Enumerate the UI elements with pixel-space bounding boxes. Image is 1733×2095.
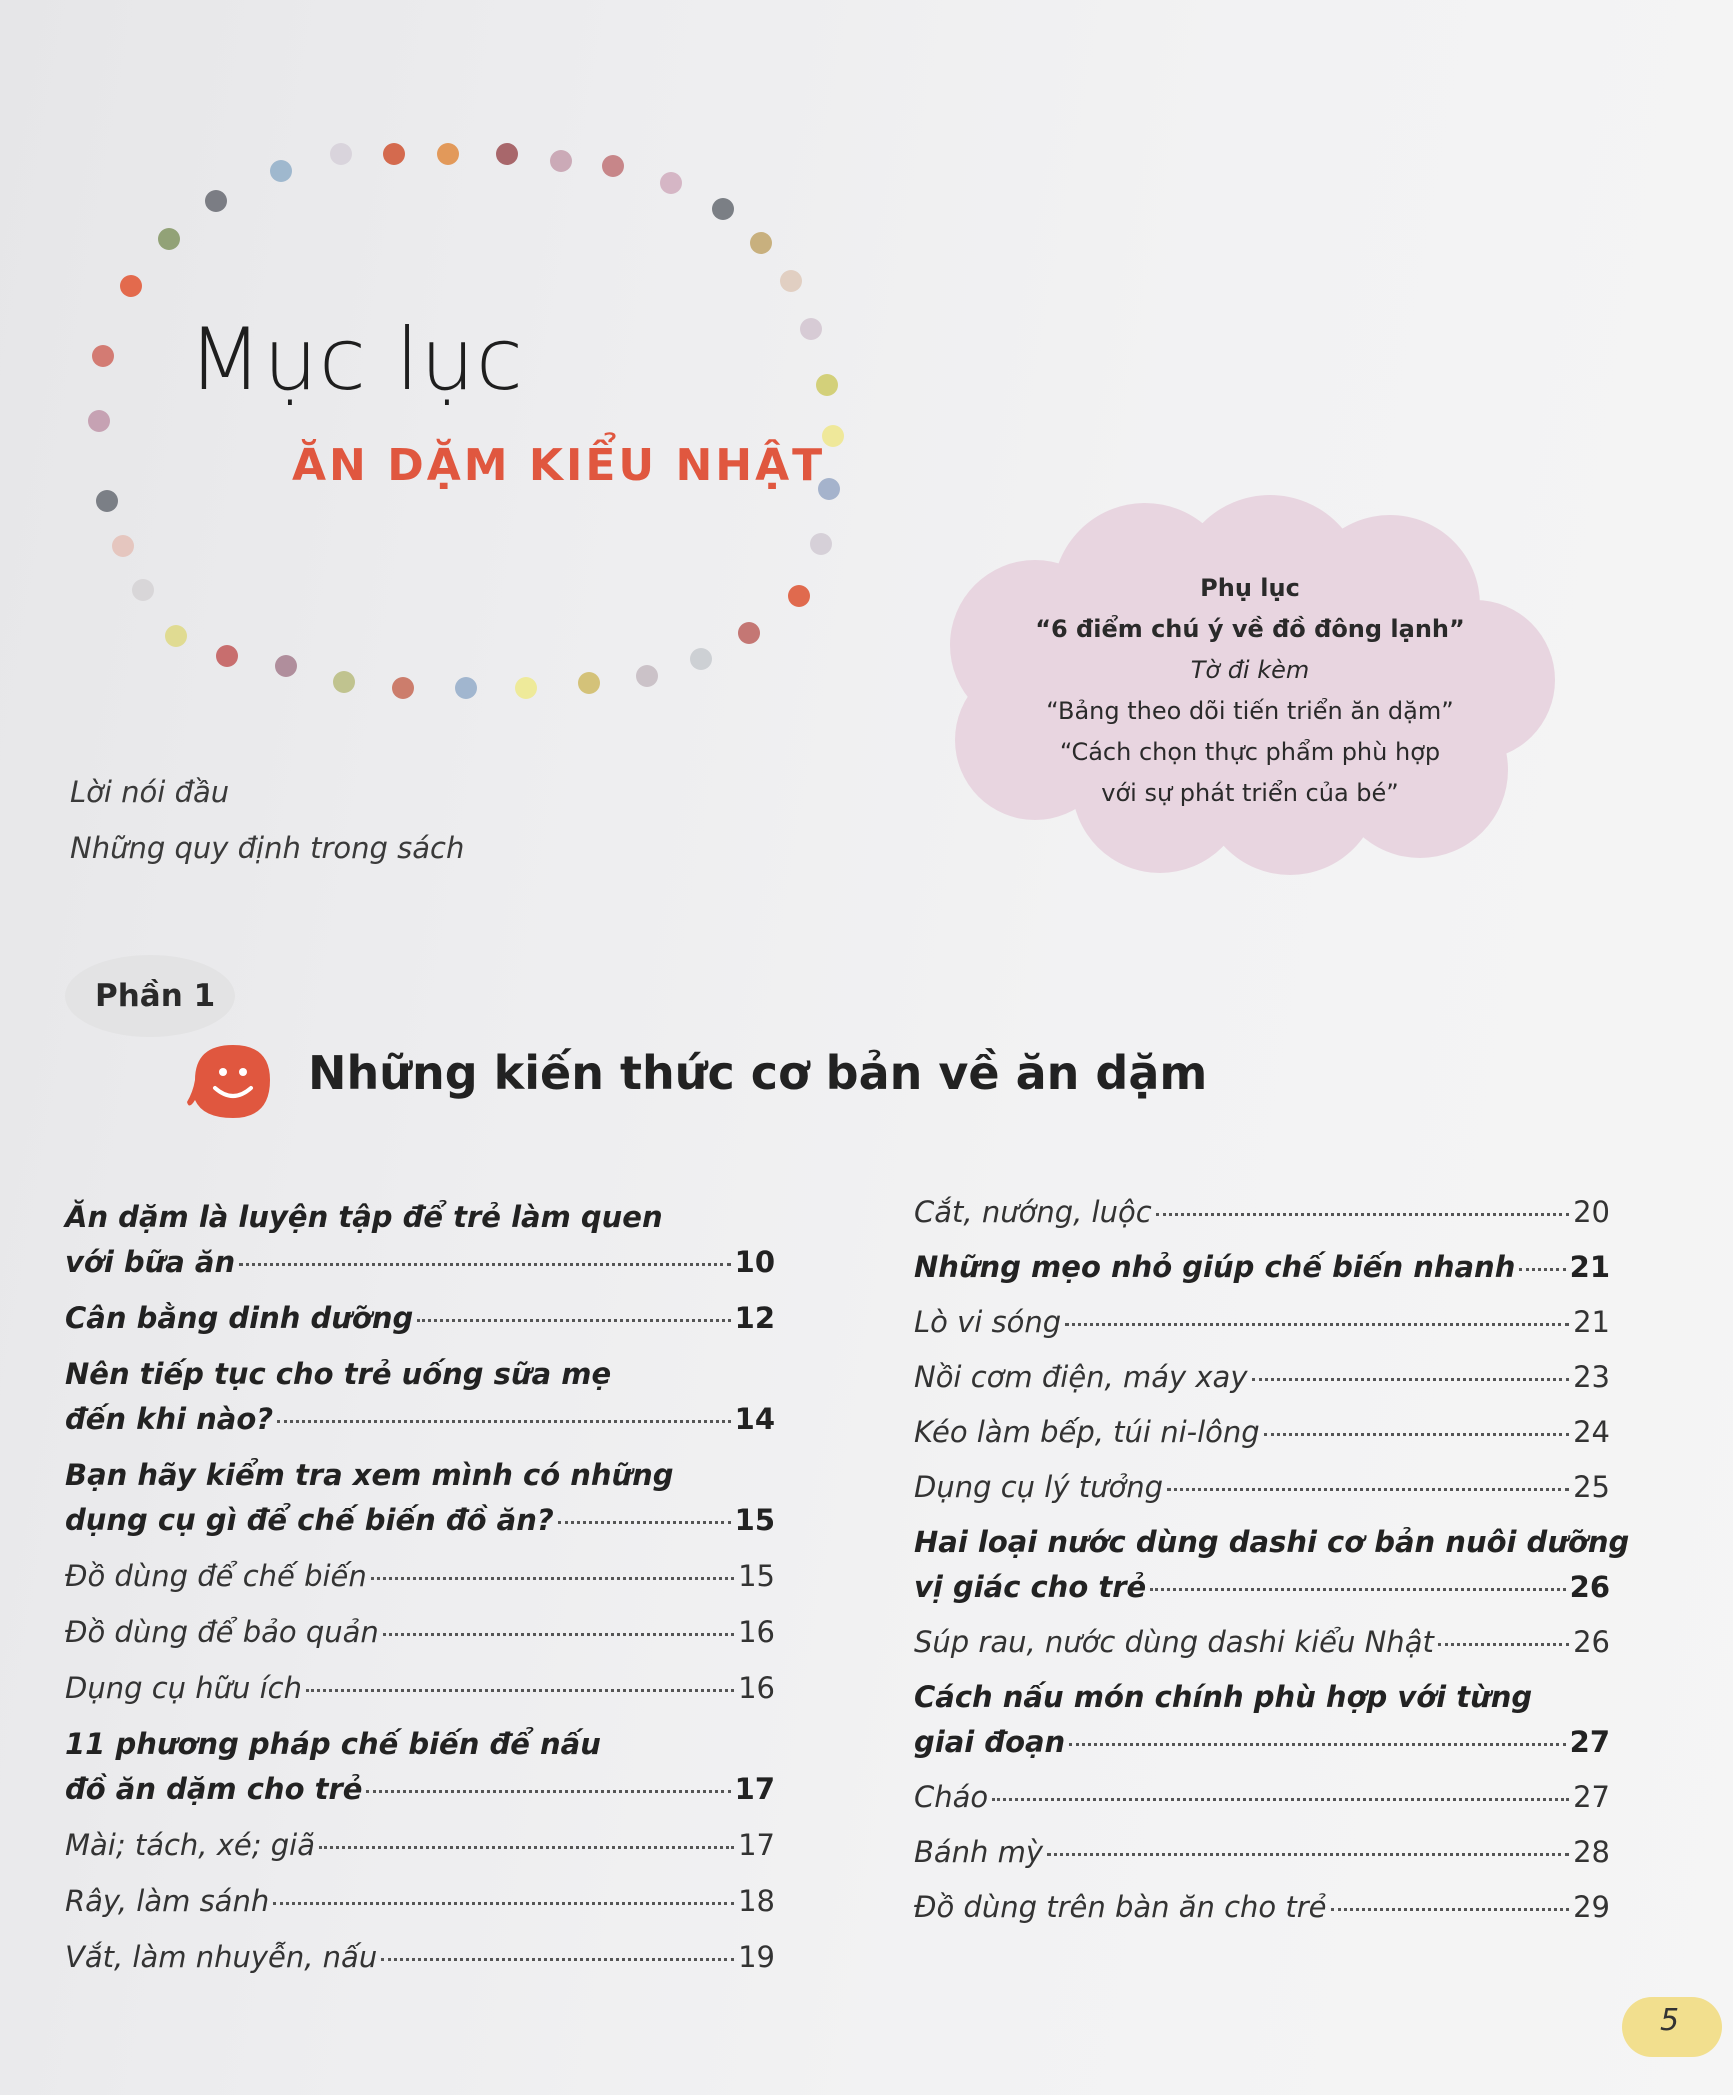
toc-entry-title-line: Cách nấu món chính phù hợp với từng [914,1680,1533,1714]
toc-leader-dots [306,1689,734,1692]
decorative-dot [216,645,238,667]
toc-entry-page: 25 [1573,1470,1610,1504]
decorative-dot [690,648,712,670]
toc-leader-dots [319,1846,734,1849]
part-label: Phần 1 [95,978,216,1014]
appendix-title: Phụ lục [1200,574,1300,602]
toc-entry-label: Cháo [914,1780,989,1814]
toc-entry-label: Những mẹo nhỏ giúp chế biến nhanh [914,1250,1516,1284]
toc-entry-label: Dụng cụ lý tưởng [914,1470,1163,1504]
toc-leader-dots [1156,1213,1569,1216]
toc-entry[interactable] [65,1615,775,1649]
page-number: 5 [1660,2003,1680,2038]
toc-entry-page: 26 [1569,1570,1610,1604]
toc-entry[interactable] [914,1780,1610,1814]
toc-entry-page: 23 [1573,1360,1610,1394]
toc-entry[interactable] [65,1940,775,1974]
toc-entry[interactable] [914,1570,1610,1604]
toc-entry[interactable] [65,1301,775,1335]
toc-entry-label: Đồ dùng để bảo quản [65,1615,379,1649]
decorative-dot [158,228,180,250]
toc-leader-dots [1047,1853,1569,1856]
decorative-dot [112,535,134,557]
toc-entry[interactable] [914,1725,1610,1759]
decorative-dot [205,190,227,212]
toc-leader-dots [1167,1488,1569,1491]
toc-entry[interactable] [65,1402,775,1436]
decorative-dot [780,270,802,292]
toc-entry-page: 10 [734,1245,775,1279]
book-subtitle: ĂN DẶM KIỂU NHẬT [292,440,826,491]
toc-entry-label: Đồ dùng để chế biến [65,1559,367,1593]
toc-entry[interactable] [65,1245,775,1279]
toc-entry-label: Nồi cơm điện, máy xay [914,1360,1248,1394]
toc-entry-title-line: Bạn hãy kiểm tra xem mình có những [65,1458,674,1492]
toc-entry-page: 26 [1573,1625,1610,1659]
toc-leader-dots [239,1263,730,1266]
decorative-dot [496,143,518,165]
toc-entry-label: Kéo làm bếp, túi ni-lông [914,1415,1260,1449]
toc-entry[interactable] [65,1503,775,1537]
toc-entry-title-line: Hai loại nước dùng dashi cơ bản nuôi dưỡng [914,1525,1630,1559]
toc-leader-dots [417,1319,730,1322]
toc-entry-label: đến khi nào? [65,1402,274,1436]
toc-leader-dots [558,1521,731,1524]
toc-leader-dots [1519,1268,1565,1271]
decorative-dot [165,625,187,647]
decorative-dot [660,172,682,194]
decorative-dot [788,585,810,607]
toc-entry-label: Bánh mỳ [914,1835,1044,1869]
toc-entry-page: 24 [1573,1415,1610,1449]
toc-leader-dots [383,1633,734,1636]
toc-entry[interactable] [914,1415,1610,1449]
decorative-dot [738,622,760,644]
toc-entry-page: 21 [1569,1250,1610,1284]
appendix-item: “Bảng theo dõi tiến triển ăn dặm” [1046,697,1454,725]
toc-entry[interactable] [914,1470,1610,1504]
toc-entry[interactable] [914,1890,1610,1924]
toc-entry[interactable] [65,1828,775,1862]
toc-entry-page: 19 [738,1940,775,1974]
appendix-item: “Cách chọn thực phẩm phù hợp [1059,738,1441,766]
toc-entry[interactable] [914,1835,1610,1869]
toc-entry-page: 12 [734,1301,775,1335]
page-title: Mục lục [188,310,525,410]
toc-entry-page: 16 [738,1615,775,1649]
toc-leader-dots [1069,1743,1565,1746]
toc-entry-label: Đồ dùng trên bàn ăn cho trẻ [914,1890,1327,1924]
appendix-item: “6 điểm chú ý về đồ đông lạnh” [1035,615,1465,643]
decorative-dot [333,671,355,693]
toc-entry-page: 27 [1569,1725,1610,1759]
toc-entry-label: vị giác cho trẻ [914,1570,1147,1604]
appendix-insert-label: Tờ đi kèm [1190,656,1310,684]
decorative-dot [602,155,624,177]
toc-entry-label: dụng cụ gì để chế biến đồ ăn? [65,1503,554,1537]
decorative-dot [712,198,734,220]
decorative-dot [88,410,110,432]
toc-entry[interactable] [65,1772,775,1806]
toc-entry[interactable] [914,1195,1610,1229]
toc-entry-label: giai đoạn [914,1725,1066,1759]
toc-entry[interactable] [914,1305,1610,1339]
decorative-dot [810,533,832,555]
toc-leader-dots [1150,1588,1565,1591]
decorative-dot [578,672,600,694]
toc-entry-label: với bữa ăn [65,1245,236,1279]
toc-leader-dots [1065,1323,1569,1326]
toc-entry-label: Vắt, làm nhuyễn, nấu [65,1940,378,1974]
toc-entry[interactable] [65,1884,775,1918]
toc-entry-label: đồ ăn dặm cho trẻ [65,1772,363,1806]
decorative-dot [437,143,459,165]
decorative-dot [275,655,297,677]
toc-leader-dots [1438,1643,1569,1646]
toc-entry-page: 29 [1573,1890,1610,1924]
toc-entry-label: Lò vi sóng [914,1305,1062,1339]
toc-entry-page: 21 [1573,1305,1610,1339]
toc-entry-label: Dụng cụ hữu ích [65,1671,302,1705]
toc-leader-dots [992,1798,1569,1801]
toc-entry-label: Cân bằng dinh dưỡng [65,1301,414,1335]
decorative-dot [800,318,822,340]
toc-entry-label: Mài; tách, xé; giã [65,1828,315,1862]
toc-entry[interactable] [65,1671,775,1705]
toc-entry-label: Súp rau, nước dùng dashi kiểu Nhật [914,1625,1434,1659]
appendix-item: với sự phát triển của bé” [1101,779,1399,807]
decorative-dot [270,160,292,182]
decorative-dot [750,232,772,254]
toc-entry-title-line: 11 phương pháp chế biến để nấu [65,1727,601,1761]
decorative-dot [455,677,477,699]
toc-entry-page: 28 [1573,1835,1610,1869]
toc-leader-dots [366,1790,730,1793]
toc-entry-page: 20 [1573,1195,1610,1229]
decorative-dot [383,143,405,165]
toc-entry-label: Cắt, nướng, luộc [914,1195,1152,1229]
decorative-dot [636,665,658,687]
toc-leader-dots [1264,1433,1569,1436]
decorative-dot [515,677,537,699]
toc-entry[interactable] [65,1559,775,1593]
appendix-text [960,568,1540,814]
toc-entry-page: 16 [738,1671,775,1705]
toc-entry-page: 14 [734,1402,775,1436]
toc-leader-dots [277,1420,731,1423]
decorative-dot [822,425,844,447]
smiley-icon [185,1040,275,1120]
decorative-dot [330,143,352,165]
toc-leader-dots [273,1902,734,1905]
decorative-dot [120,275,142,297]
toc-entry-page: 18 [738,1884,775,1918]
toc-entry-title-line: Ăn dặm là luyện tập để trẻ làm quen [65,1200,663,1234]
toc-entry-page: 15 [734,1503,775,1537]
toc-leader-dots [1252,1378,1570,1381]
decorative-dot [92,345,114,367]
toc-leader-dots [1331,1908,1570,1911]
decorative-dot [96,490,118,512]
decorative-dot [816,374,838,396]
toc-entry-page: 15 [738,1559,775,1593]
toc-entry-page: 17 [738,1828,775,1862]
toc-entry-page: 17 [734,1772,775,1806]
decorative-dot [550,150,572,172]
toc-foreword: Lời nói đầu [70,775,230,809]
section-title: Những kiến thức cơ bản về ăn dặm [308,1046,1208,1100]
toc-entry[interactable] [914,1250,1610,1284]
toc-rules: Những quy định trong sách [70,831,465,865]
toc-leader-dots [371,1577,734,1580]
toc-entry-page: 27 [1573,1780,1610,1814]
toc-entry-title-line: Nên tiếp tục cho trẻ uống sữa mẹ [65,1357,612,1391]
toc-leader-dots [381,1958,734,1961]
decorative-dot [392,677,414,699]
toc-entry[interactable] [914,1625,1610,1659]
toc-entry[interactable] [914,1360,1610,1394]
toc-entry-label: Rây, làm sánh [65,1884,270,1918]
decorative-dot [132,579,154,601]
